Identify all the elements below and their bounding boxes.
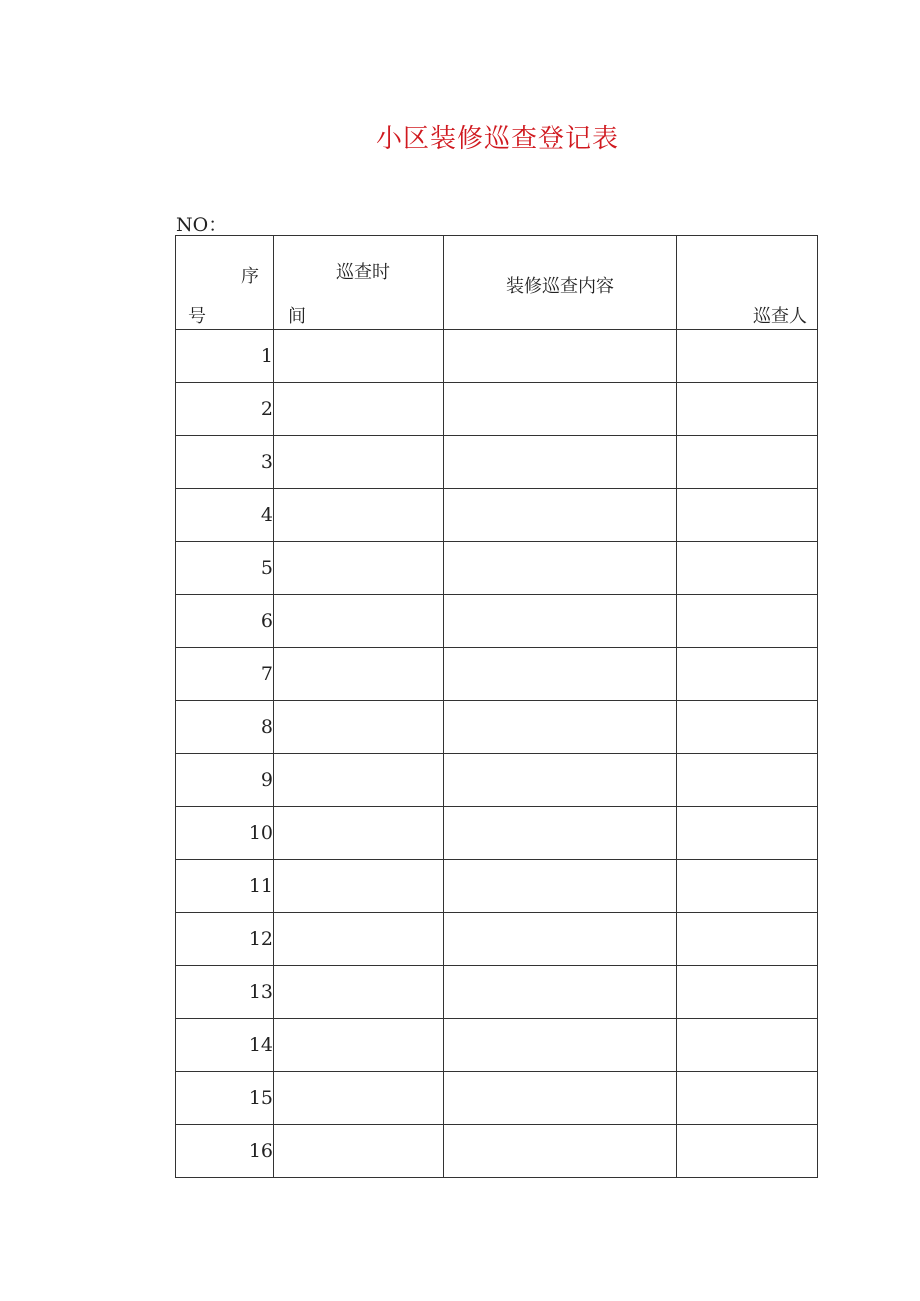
document-title: 小区装修巡查登记表 [375,124,619,154]
time-cell[interactable] [274,383,444,436]
time-cell[interactable] [274,966,444,1019]
table-row [176,542,818,595]
time-cell[interactable] [274,913,444,966]
content-cell[interactable] [444,436,677,489]
register-body [176,330,818,1178]
time-cell[interactable] [274,1072,444,1125]
inspector-cell[interactable] [677,913,818,966]
inspector-cell[interactable] [677,489,818,542]
inspector-cell[interactable] [677,1019,818,1072]
row-number: 8 [176,701,274,754]
row-number: 16 [176,1125,274,1178]
table-row [176,860,818,913]
header-time [274,236,444,330]
inspector-cell[interactable] [677,436,818,489]
inspector-cell[interactable] [677,383,818,436]
row-number: 9 [176,754,274,807]
inspector-cell[interactable] [677,648,818,701]
row-number: 4 [176,489,274,542]
row-number: 15 [176,1072,274,1125]
table-row [176,489,818,542]
header-time-line1: 巡查时 [336,262,390,283]
content-cell[interactable] [444,1072,677,1125]
content-cell[interactable] [444,383,677,436]
time-cell[interactable] [274,542,444,595]
time-cell[interactable] [274,1125,444,1178]
inspector-cell[interactable] [677,330,818,383]
content-cell[interactable] [444,754,677,807]
header-seq-line2: 号 [188,306,206,327]
row-number: 7 [176,648,274,701]
content-cell[interactable] [444,330,677,383]
time-cell[interactable] [274,436,444,489]
number-label: NO： [176,214,228,236]
content-cell[interactable] [444,701,677,754]
row-number: 14 [176,1019,274,1072]
table-row [176,754,818,807]
inspector-cell[interactable] [677,966,818,1019]
row-number: 5 [176,542,274,595]
header-inspector-label: 巡查人 [753,306,807,327]
table-row [176,966,818,1019]
header-seq [176,236,274,330]
header-inspector [677,236,818,330]
header-content-label: 装修巡查内容 [506,276,614,297]
time-cell[interactable] [274,860,444,913]
header-seq-line1: 序 [241,266,259,287]
row-number: 12 [176,913,274,966]
time-cell[interactable] [274,1019,444,1072]
inspector-cell[interactable] [677,807,818,860]
table-row [176,330,818,383]
time-cell[interactable] [274,754,444,807]
inspector-cell[interactable] [677,754,818,807]
content-cell[interactable] [444,966,677,1019]
content-cell[interactable] [444,648,677,701]
content-cell[interactable] [444,542,677,595]
time-cell[interactable] [274,595,444,648]
table-row [176,913,818,966]
inspector-cell[interactable] [677,542,818,595]
table-row [176,383,818,436]
row-number: 1 [176,330,274,383]
header-content [444,236,677,330]
table-row [176,1072,818,1125]
inspector-cell[interactable] [677,595,818,648]
time-cell[interactable] [274,807,444,860]
table-row [176,701,818,754]
content-cell[interactable] [444,860,677,913]
header-time-line2: 间 [288,306,306,327]
table-row [176,436,818,489]
content-cell[interactable] [444,595,677,648]
row-number: 6 [176,595,274,648]
content-cell[interactable] [444,913,677,966]
inspection-register-table [175,235,818,1178]
table-row [176,595,818,648]
row-number: 13 [176,966,274,1019]
time-cell[interactable] [274,489,444,542]
inspector-cell[interactable] [677,860,818,913]
time-cell[interactable] [274,648,444,701]
time-cell[interactable] [274,330,444,383]
table-row [176,1019,818,1072]
header-row [176,236,818,330]
row-number: 3 [176,436,274,489]
inspector-cell[interactable] [677,1072,818,1125]
table-row [176,1125,818,1178]
table-row [176,648,818,701]
inspector-cell[interactable] [677,701,818,754]
content-cell[interactable] [444,1125,677,1178]
content-cell[interactable] [444,1019,677,1072]
row-number: 10 [176,807,274,860]
content-cell[interactable] [444,489,677,542]
table-row [176,807,818,860]
row-number: 11 [176,860,274,913]
content-cell[interactable] [444,807,677,860]
inspector-cell[interactable] [677,1125,818,1178]
row-number: 2 [176,383,274,436]
time-cell[interactable] [274,701,444,754]
